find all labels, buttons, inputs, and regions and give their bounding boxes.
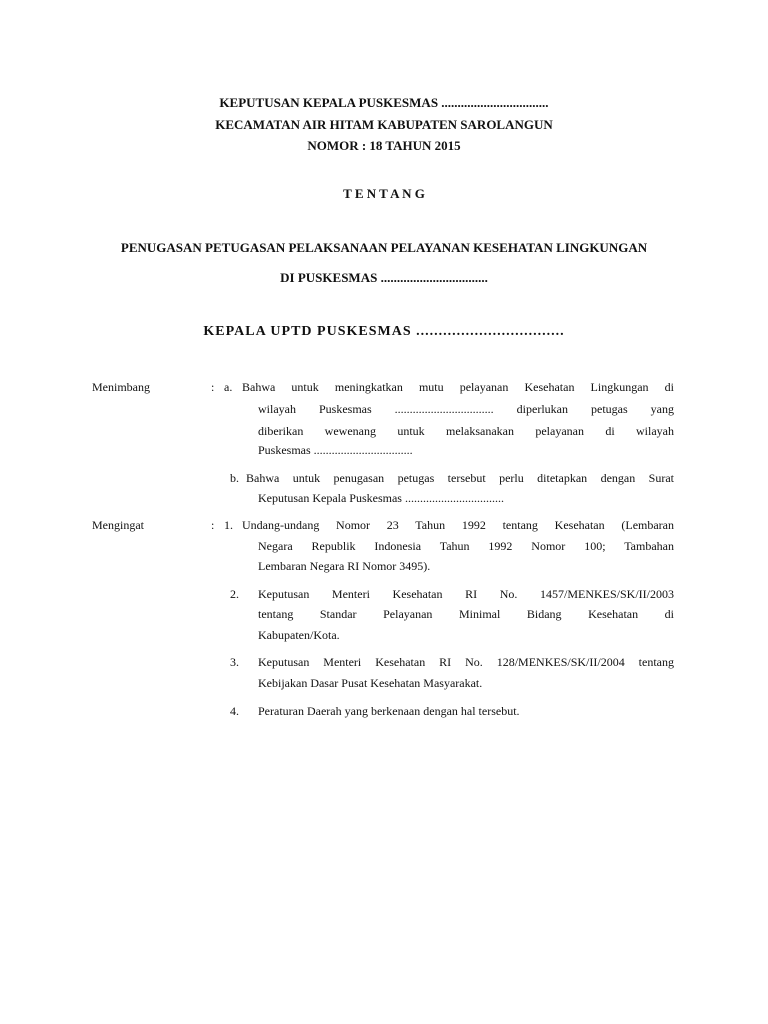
menimbang-item-a-line4: Puskesmas ................................. (258, 443, 413, 457)
menimbang-item-b-marker: b. (230, 471, 239, 485)
mengingat-item-2-marker: 2. (230, 587, 239, 601)
mengingat-colon: : (211, 518, 215, 532)
mengingat-item-1-marker: 1. (224, 518, 233, 532)
mengingat-item-4-line1: Peraturan Daerah yang berkenaan dengan hal tersebut. (258, 704, 520, 718)
menimbang-colon: : (211, 380, 215, 394)
mengingat-item-1-line1: Undang-undang Nomor 23 Tahun 1992 tentang Kesehatan (Lembaran (242, 518, 674, 532)
menimbang-item-a-line1: Bahwa untuk meningkatkan mutu pelayanan Kesehatan Lingkungan di (242, 380, 674, 394)
decree-title-line1: KEPUTUSAN KEPALA PUSKESMAS ................................. (219, 95, 549, 110)
mengingat-label: Mengingat (92, 518, 144, 532)
mengingat-item-1-line2: Negara Republik Indonesia Tahun 1992 Nomor 100; Tambahan (258, 539, 674, 553)
mengingat-item-2-line1: Keputusan Menteri Kesehatan RI No. 1457/MENKES/SK/II/2003 (258, 587, 674, 601)
mengingat-item-1-line3: Lembaran Negara RI Nomor 3495). (258, 559, 431, 573)
mengingat-item-2-line2: tentang Standar Pelayanan Minimal Bidang Kesehatan di (258, 607, 674, 621)
mengingat-item-2-line3: Kabupaten/Kota. (258, 628, 340, 642)
menimbang-label: Menimbang (92, 380, 150, 394)
menimbang-item-a-line3: diberikan wewenang untuk melaksanakan pelayanan di wilayah (258, 424, 674, 438)
menimbang-item-a-marker: a. (224, 380, 233, 394)
tentang-heading: T E N T A N G (343, 186, 425, 201)
decree-title-line2: KECAMATAN AIR HITAM KABUPATEN SAROLANGUN (215, 117, 553, 132)
kepala-heading: KEPALA UPTD PUSKESMAS ................................. (203, 324, 565, 339)
decree-number: NOMOR : 18 TAHUN 2015 (307, 138, 461, 153)
mengingat-item-3-line1: Keputusan Menteri Kesehatan RI No. 128/MENKES/SK/II/2004 tentang (258, 655, 674, 669)
mengingat-item-4-marker: 4. (230, 704, 239, 718)
subject-line2: DI PUSKESMAS ................................. (280, 270, 488, 285)
menimbang-item-b-line2: Keputusan Kepala Puskesmas ................................. (258, 491, 504, 505)
menimbang-item-b-line1: Bahwa untuk penugasan petugas tersebut perlu ditetapkan dengan Surat (246, 471, 674, 485)
subject-line1: PENUGASAN PETUGASAN PELAKSANAAN PELAYANAN KESEHATAN LINGKUNGAN (120, 240, 648, 255)
mengingat-item-3-line2: Kebijakan Dasar Pusat Kesehatan Masyarakat. (258, 676, 483, 690)
menimbang-item-a-line2: wilayah Puskesmas ................................. diperlukan petugas yang (258, 402, 674, 416)
mengingat-item-3-marker: 3. (230, 655, 239, 669)
